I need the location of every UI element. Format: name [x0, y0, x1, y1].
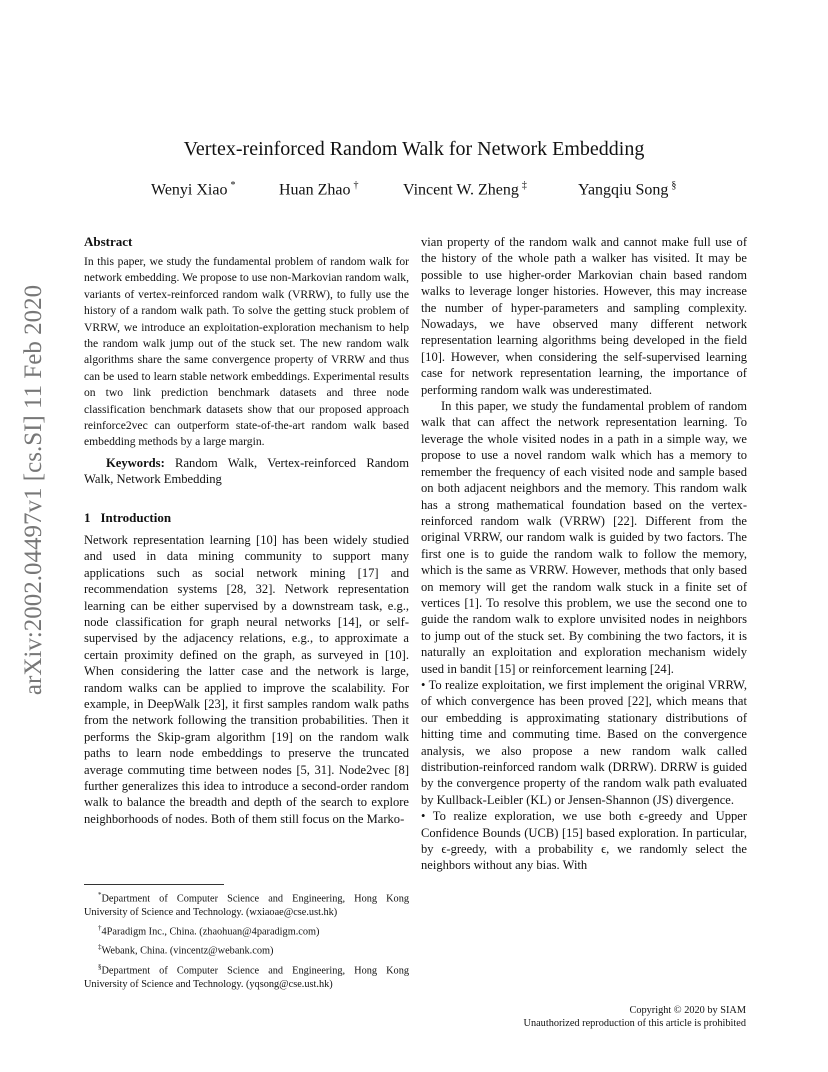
abstract-text: In this paper, we study the fundamental problem of random walk for network embedding. We propose to use non-Markovian random walk, variants of vertex-reinforced random walk (VRRW), to fully use the history of a random walk path. To solve the getting stuck problem of VRRW, we introduce an exploitation-exploration mechanism to help the random walk jump out of the stuck set. The new random walk algorithms share the same convergence property of VRRW and thus can be used to learn stable network embeddings. Experimental results on two link prediction benchmark datasets and three node classification benchmark datasets show that our proposed approach reinforce2vec can outperform state-of-the-art random walk based embedding methods by a large margin.	[84, 255, 409, 449]
keywords-line	[84, 455, 409, 488]
footnote-text: 4Paradigm Inc., China. (zhaohuan@4paradigm.com)	[101, 926, 320, 938]
section-heading-introduction	[84, 510, 409, 526]
section-title: Introduction	[100, 509, 172, 525]
author-list	[0, 180, 828, 204]
footnote-text: Webank, China. (vincentz@webank.com)	[101, 945, 274, 957]
section-number: 1	[84, 509, 91, 525]
author-name: Yangqiu Song	[578, 181, 669, 199]
footnotes	[84, 889, 409, 994]
footnote-3	[84, 941, 409, 958]
author-name: Vincent W. Zheng	[403, 181, 519, 199]
left-column	[84, 234, 409, 827]
footnote-4	[84, 961, 409, 991]
author-3	[403, 180, 527, 199]
intro-paragraph-1: Network representation learning [10] has been widely studied and used in data mining community to support many applications such as social network mining [17] and recommendation systems [28, 32]. Network representation learning can be either supervised by a downstream task, e.g., node classification for graph neural networks [14], or self-supervised by the adjacency relations, e.g., to approximate a certain proximity defined on the graph, as surveyed in [10]. When considering the latter case and the network is large, random walks can be applied to improve the scalability. For example, in DeepWalk [23], it first samples random walk paths from the network following the transition probabilities. Then it performs the Skip-gram algorithm [19] on the random walk paths to learn node embeddings to preserve the truncated average commuting time between nodes [5, 31]. Node2vec [8] further generalizes this idea to introduce a second-order random walk to balance the breadth and depth of the search to explore neighborhoods of nodes. Both of them still focus on the Marko-	[84, 532, 409, 826]
copyright-notice	[524, 1004, 746, 1030]
intro-paragraph-2: In this paper, we study the fundamental problem of random walk that can affect the network representation learning. To leverage the whole visited nodes in a path in a simple way, we propose to use a novel random walk which has a memory to remember the frequency of each visited node and sample based on both adjacent neighbors and the memory. This random walk has a strong mathematical foundation based on the vertex-reinforced random walk (VRRW) [22]. Different from the original VRRW, our random walk is guided by two factors. The first one is to guide the random walk to follow the memory, which is the same as VRRW. However, methods that only based on memory will get the random walk stuck in a finite set of vertices [1]. To resolve this problem, we use the second one to guide the random walk to explore unvisited nodes in neighbors to jump out of the stuck set. By combining the two factors, it is naturally an exploitation and exploration mechanism widely used in bandit [15] or reinforcement learning [24].	[421, 399, 747, 676]
arxiv-sidebar-stamp	[14, 284, 54, 695]
author-2	[279, 180, 359, 199]
keywords-list: Random Walk, Vertex-reinforced Random Walk, Network Embedding	[84, 455, 409, 487]
footnote-mark: §	[98, 963, 102, 972]
footnote-mark: †	[98, 923, 102, 932]
author-mark: †	[353, 180, 359, 191]
author-name: Wenyi Xiao	[151, 181, 228, 199]
exploration-bullet: • To realize exploration, we use both ϵ-greedy and Upper Confidence Bounds (UCB) [15] based exploration. In particular, by ϵ-greedy, with a probability ϵ, we randomly select the neighbors without any bias. With	[421, 809, 747, 873]
author-mark: §	[671, 180, 677, 191]
footnote-mark: *	[98, 891, 102, 899]
abstract-heading: Abstract	[84, 234, 133, 249]
intro-continuation: vian property of the random walk and cannot make full use of the history of the whole path a walker has visited. It may be possible to use higher-order Markovian chain based random walks to leverage longer histories. However, this may increase the number of hyper-parameters and sampling complexity. Nowadays, we have observed many different network representation learning algorithms being developed in the field [10]. However, when considering the self-supervised learning case for network representation learning, the importance of performing random walk was underestimated.	[421, 235, 747, 397]
keywords-label: Keywords:	[106, 455, 165, 470]
footnote-divider	[84, 884, 224, 885]
author-mark: ‡	[521, 180, 527, 191]
author-1	[151, 180, 235, 199]
footnote-2	[84, 922, 409, 939]
author-name: Huan Zhao	[279, 181, 351, 199]
exploitation-bullet: • To realize exploitation, we first implement the original VRRW, of which convergence has been proved [22], which means that our embedding is approximating stationary distributions of hitting time and commuting time. Based on the convergence analysis, we also propose a new random walk called distribution-reinforced random walk (DRRW). DRRW is guided by the convergence property of the random walk path evaluated by Kullback-Leibler (KL) or Jensen-Shannon (JS) divergence.	[421, 677, 747, 807]
right-column	[421, 234, 747, 874]
footnote-text: Department of Computer Science and Engineering, Hong Kong University of Science and Technology. (wxiaoae@cse.ust.hk)	[84, 893, 409, 918]
reproduction-notice: Unauthorized reproduction of this article is prohibited	[523, 1018, 746, 1029]
footnote-mark: ‡	[98, 943, 102, 952]
copyright-line: Copyright © 2020 by SIAM	[629, 1005, 746, 1016]
author-mark: *	[230, 180, 236, 191]
arxiv-identifier: arXiv:2002.04497v1 [cs.SI] 11 Feb 2020	[20, 284, 47, 695]
author-4	[578, 180, 676, 199]
footnote-1	[84, 889, 409, 919]
footnote-text: Department of Computer Science and Engineering, Hong Kong University of Science and Technology. (yqsong@cse.ust.hk)	[84, 965, 409, 990]
paper-title: Vertex-reinforced Random Walk for Network Embedding	[183, 138, 645, 160]
